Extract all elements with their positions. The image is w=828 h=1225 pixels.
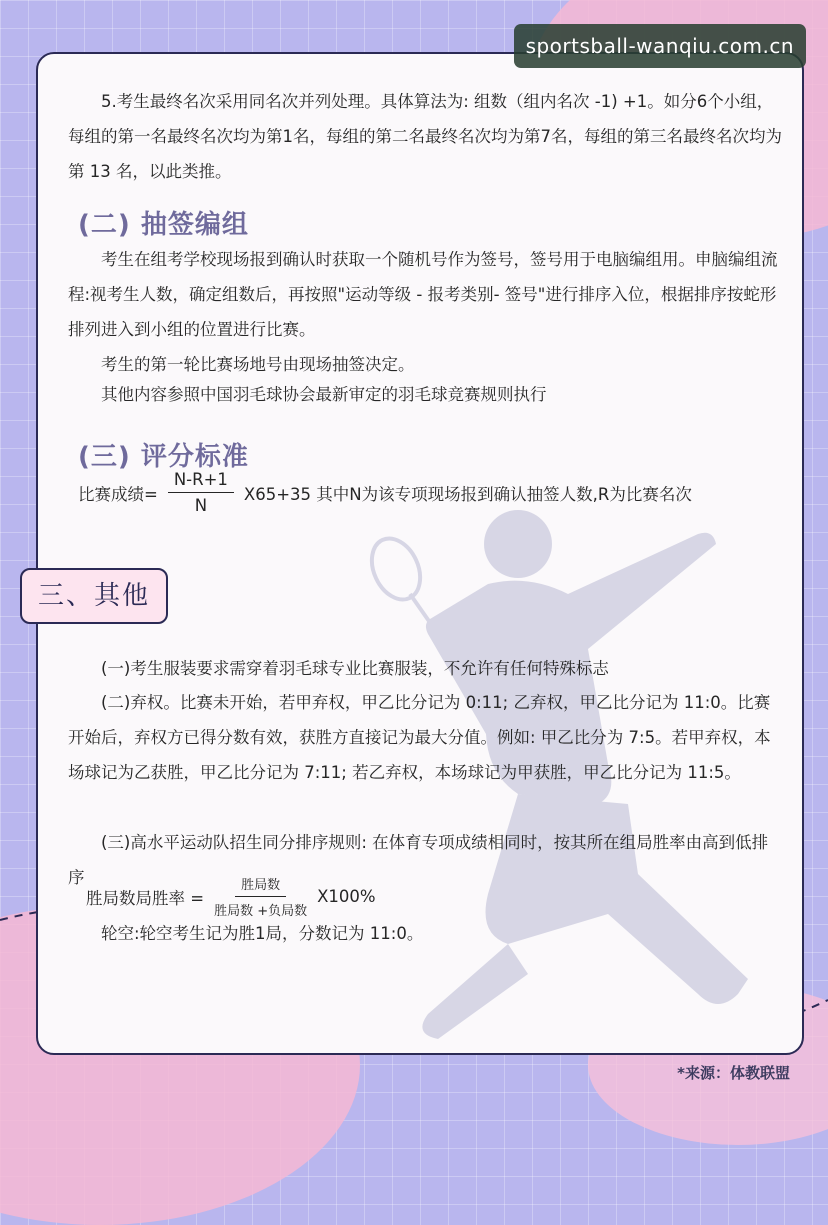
source-credit: *来源：体教联盟 bbox=[677, 1064, 790, 1082]
win-rate-fraction bbox=[214, 874, 307, 919]
draw-paragraph-1: 考生在组考学校现场报到确认时获取一个随机号作为签号，签号用于电脑编组用。申脑编组流程:视考生人数，确定组数后，再按照"运动等级 - 报考类别- 签号"进行排序入位，根据排序按蛇形排列进入到小组的位置进行比赛。 bbox=[68, 250, 778, 339]
other-paragraph-1: (一)考生服装要求需穿着羽毛球专业比赛服装，不允许有任何特殊标志 bbox=[101, 659, 609, 678]
score-formula-denominator: N bbox=[194, 496, 208, 515]
other-paragraph-3: (三)高水平运动队招生同分排序规则: 在体育专项成绩相同时，按其所在组局胜率由高到低排序 bbox=[68, 833, 769, 887]
article-content bbox=[38, 54, 802, 1053]
win-rate-suffix: X100% bbox=[317, 887, 376, 906]
section-other-tag: 三、其他 bbox=[20, 568, 168, 624]
score-formula-fraction bbox=[168, 470, 234, 515]
bye-rule: 轮空:轮空考生记为胜1局，分数记为 11:0。 bbox=[101, 924, 424, 943]
content-card bbox=[36, 52, 804, 1055]
score-formula-numerator: N-R+1 bbox=[168, 470, 234, 493]
win-rate-numerator: 胜局数 bbox=[235, 874, 286, 897]
win-rate-denominator: 胜局数 +负局数 bbox=[214, 904, 308, 919]
score-formula-suffix: X65+35 其中N为该专项现场报到确认抽签人数,R为比赛名次 bbox=[243, 484, 692, 504]
win-rate-formula bbox=[86, 874, 376, 919]
win-rate-label: 胜局数局胜率 = bbox=[86, 888, 205, 908]
watermark-badge: sportsball-wanqiu.com.cn bbox=[514, 24, 806, 68]
section-scoring-heading: (三) 评分标准 bbox=[78, 442, 249, 472]
intro-paragraph: 5.考生最终名次采用同名次并列处理。具体算法为: 组数（组内名次 -1) +1。如分6个小组，每组的第一名最终名次均为第1名，每组的第二名最终名次均为第7名，每组的第三名最终名次均为第 13 名，以此类推。 bbox=[68, 92, 782, 181]
draw-paragraph-3: 其他内容参照中国羽毛球协会最新审定的羽毛球竞赛规则执行 bbox=[101, 385, 547, 404]
other-paragraph-2: (二)弃权。比赛未开始，若甲弃权，甲乙比分记为 0:11; 乙弃权，甲乙比分记为 11:0。比赛开始后，弃权方已得分数有效，获胜方直接记为最大分值。例如: 甲乙比分为 7:5。若甲弃权，本场球记为乙获胜，甲乙比分记为 7:11; 若乙弃权，本场球记为甲获胜，甲乙比分记为 11:5。 bbox=[68, 693, 771, 782]
section-draw-heading: (二) 抽签编组 bbox=[78, 210, 249, 240]
draw-paragraph-2: 考生的第一轮比赛场地号由现场抽签决定。 bbox=[101, 355, 415, 374]
score-formula-prefix: 比赛成绩= bbox=[78, 484, 158, 504]
score-formula bbox=[78, 470, 692, 515]
